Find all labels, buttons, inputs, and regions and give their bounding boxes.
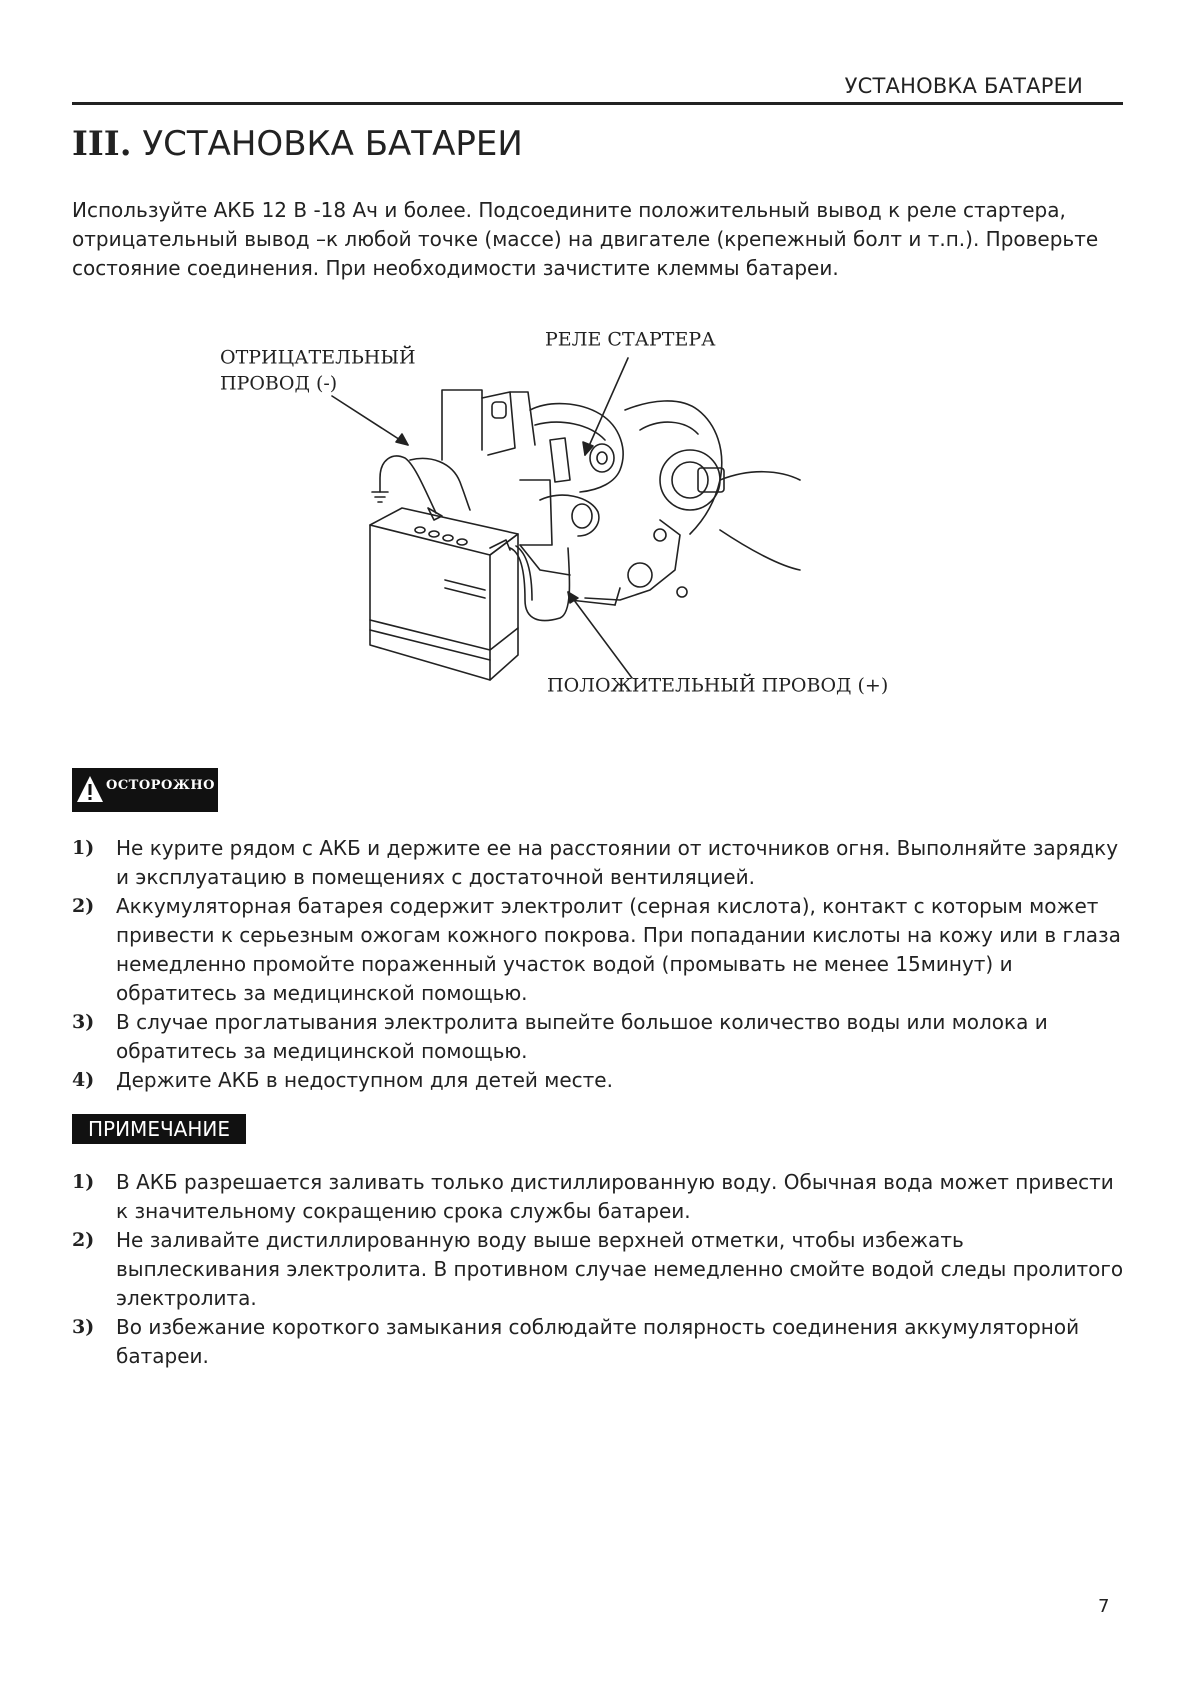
running-header [72, 70, 1123, 105]
label-starter-relay: РЕЛЕ СТАРТЕРА [545, 330, 716, 351]
arrow-negative [332, 396, 408, 445]
item-number: 2) [72, 895, 95, 917]
item-text: Не заливайте дистиллированную воду выше верхней отметки, чтобы избежать выплескивания электролита. В противном случае немедленно смойте водой следы пролитого электролита. [116, 1228, 1124, 1310]
section-title [72, 124, 523, 164]
item-text: Держите АКБ в недоступном для детей месте. [116, 1068, 613, 1092]
list-item [72, 1226, 1132, 1313]
warning-list [72, 834, 1132, 1095]
item-number: 4) [72, 1069, 95, 1091]
section-title-text: УСТАНОВКА БАТАРЕИ [142, 124, 523, 164]
item-text: Аккумуляторная батарея содержит электролит (серная кислота), контакт с которым может привести к серьезным ожогам кожного покрова. При попадании кислоты на кожу или в глаза немедленно промойте пораженный участок водой (промывать не менее 15минут) и обратитесь за медицинской помощью. [116, 894, 1121, 1005]
battery-drawing [370, 508, 518, 680]
item-number: 3) [72, 1011, 95, 1033]
item-text: В случае проглатывания электролита выпейте большое количество воды или молока и обратитесь за медицинской помощью. [116, 1010, 1048, 1063]
list-item [72, 1066, 1132, 1095]
negative-cable [372, 456, 470, 513]
warning-badge [72, 768, 218, 812]
item-number: 1) [72, 837, 95, 859]
list-item [72, 892, 1132, 1008]
label-positive: ПОЛОЖИТЕЛЬНЫЙ ПРОВОД (+) [547, 674, 889, 697]
battery-installation-figure [220, 330, 950, 760]
warning-triangle-icon [76, 774, 104, 804]
intro-paragraph: Используйте АКБ 12 В -18 Ач и более. Подсоедините положительный вывод к реле стартера, отрицательный вывод –к любой точке (массе) на двигателе (крепежный болт и т.п.). Проверьте состояние соединения. При необходимости зачистите клеммы батареи. [72, 198, 1099, 280]
page-number: 7 [1098, 1596, 1110, 1617]
running-header-title: УСТАНОВКА БАТАРЕИ [844, 74, 1083, 98]
list-item [72, 1168, 1132, 1226]
section-number: III. [72, 124, 132, 164]
item-text: Во избежание короткого замыкания соблюдайте полярность соединения аккумуляторной батареи. [116, 1315, 1080, 1368]
item-text: Не курите рядом с АКБ и держите ее на расстоянии от источников огня. Выполняйте зарядку и эксплуатацию в помещениях с достаточной вентиляцией. [116, 836, 1119, 889]
engine-drawing [442, 390, 800, 605]
warning-badge-label: ОСТОРОЖНО [106, 778, 215, 793]
arrow-positive [568, 592, 632, 678]
note-badge: ПРИМЕЧАНИЕ [72, 1114, 246, 1144]
item-number: 3) [72, 1316, 95, 1338]
item-text: В АКБ разрешается заливать только дистиллированную воду. Обычная вода может привести к значительному сокращению срока службы батареи. [116, 1170, 1114, 1223]
positive-cable [510, 546, 570, 621]
item-number: 1) [72, 1171, 95, 1193]
note-list [72, 1168, 1132, 1371]
list-item [72, 1008, 1132, 1066]
label-negative-line2: ПРОВОД (-) [220, 372, 338, 395]
list-item [72, 1313, 1132, 1371]
item-number: 2) [72, 1229, 95, 1251]
label-negative-line1: ОТРИЦАТЕЛЬНЫЙ [220, 346, 416, 369]
list-item [72, 834, 1132, 892]
